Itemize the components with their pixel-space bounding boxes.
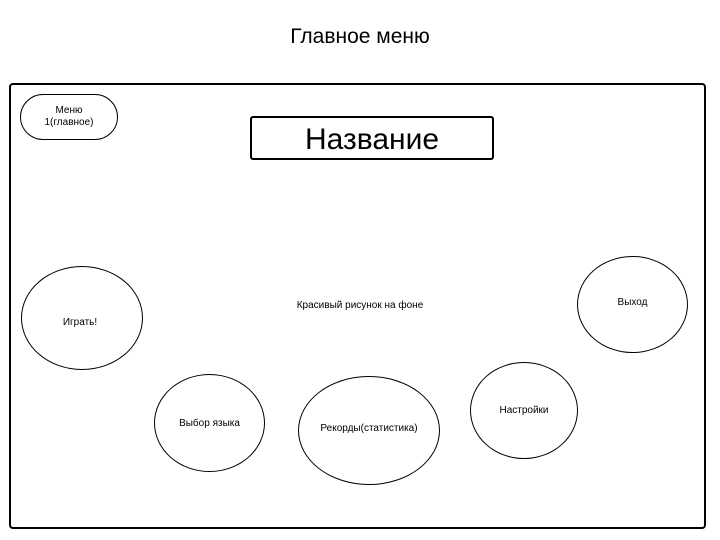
background-note: Красивый рисунок на фоне — [296, 300, 424, 311]
menu-label-pill — [20, 94, 118, 140]
play-button[interactable] — [21, 266, 143, 370]
settings-button-label: Настройки — [499, 405, 549, 416]
records-button[interactable] — [298, 376, 440, 485]
exit-button[interactable] — [577, 256, 688, 353]
language-button-label: Выбор языка — [179, 417, 240, 429]
play-button-label: Играть! — [62, 316, 98, 328]
settings-button[interactable] — [470, 362, 578, 459]
app-title: Название — [304, 123, 440, 156]
language-button[interactable] — [154, 374, 265, 472]
app-title-box — [250, 116, 494, 160]
slide-title: Главное меню — [290, 25, 430, 48]
menu-label-line1: Меню — [55, 105, 83, 116]
records-button-label: Рекорды(статистика) — [320, 423, 418, 434]
menu-label-line2: 1(главное) — [44, 117, 94, 128]
exit-button-label: Выход — [617, 297, 648, 308]
